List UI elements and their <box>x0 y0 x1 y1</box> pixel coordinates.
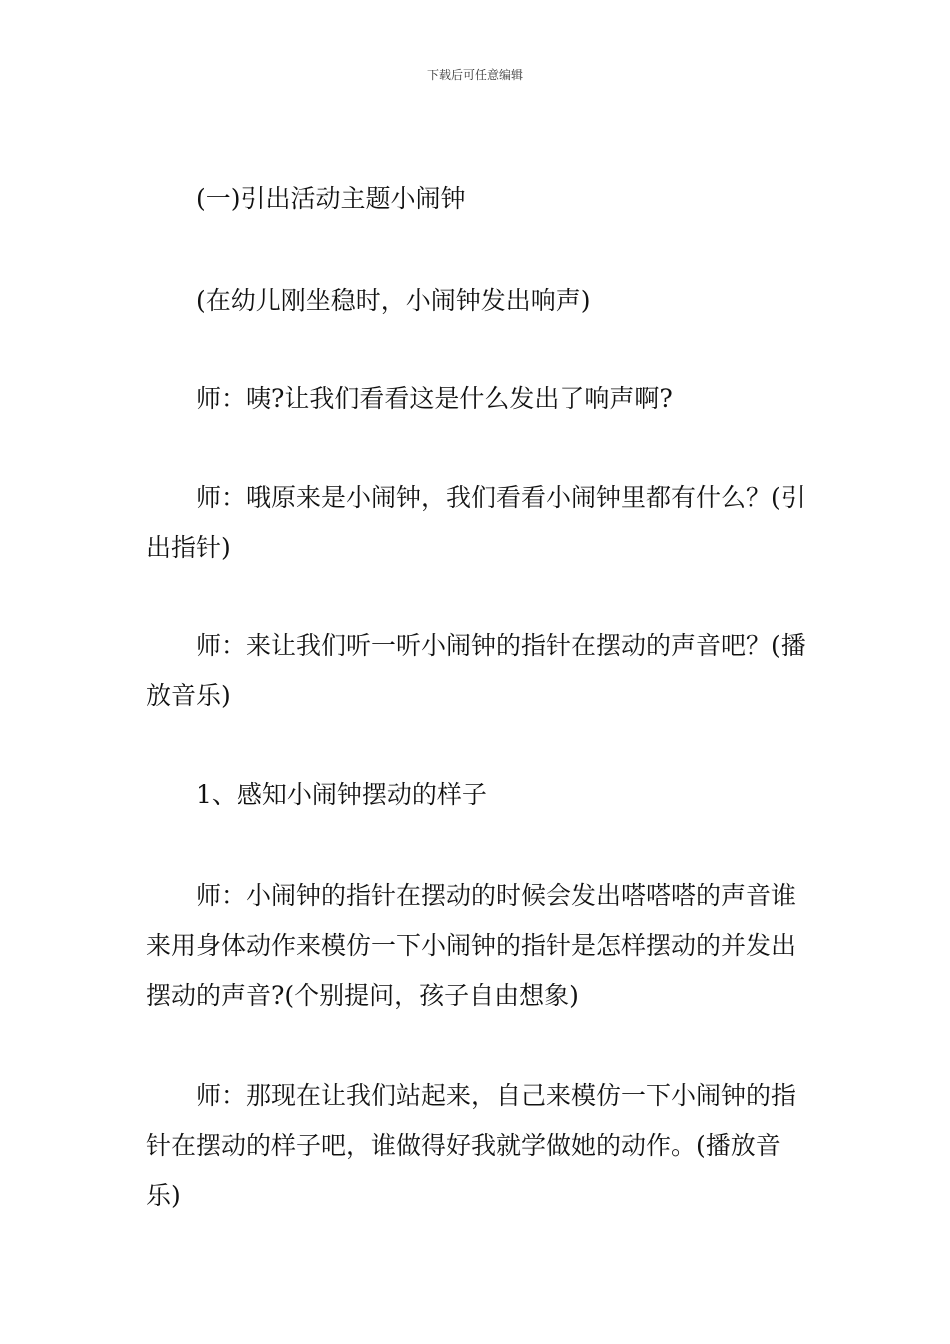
section-heading: (一)引出活动主题小闹钟 <box>196 184 466 213</box>
paragraph: 师：那现在让我们站起来，自己来模仿一下小闹钟的指针在摆动的样子吧，谁做得好我就学做她的动作。(播放音乐) <box>146 1081 797 1210</box>
sub-heading: 1、感知小闹钟摆动的样子 <box>196 780 487 809</box>
paragraph: (在幼儿刚坐稳时，小闹钟发出响声) <box>196 286 591 315</box>
paragraph: 师：小闹钟的指针在摆动的时候会发出嗒嗒嗒的声音谁来用身体动作来模仿一下小闹钟的指针是怎样摆动的并发出摆动的声音?(个别提问，孩子自由想象) <box>146 881 797 1010</box>
paragraph: 师：来让我们听一听小闹钟的指针在摆动的声音吧？(播放音乐) <box>146 631 806 710</box>
page-header: 下载后可任意编辑 <box>426 68 523 82</box>
paragraph: 师：哦原来是小闹钟，我们看看小闹钟里都有什么？(引出指针) <box>146 483 806 562</box>
paragraph: 师：咦?让我们看看这是什么发出了响声啊? <box>196 384 673 413</box>
